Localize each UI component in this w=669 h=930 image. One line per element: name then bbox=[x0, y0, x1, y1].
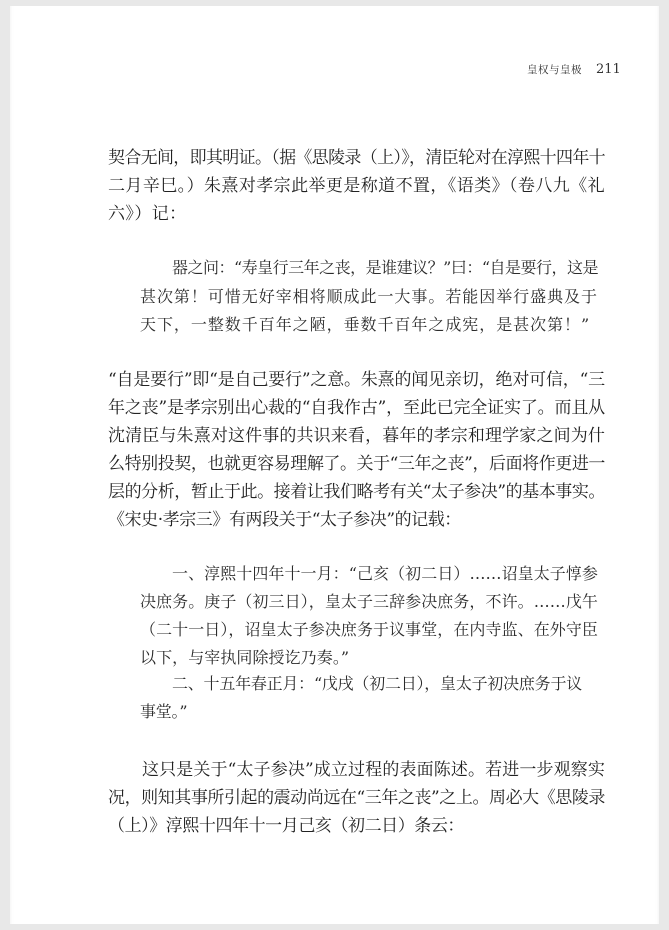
quote-line: 事堂。” bbox=[140, 702, 188, 721]
paragraph-line: 契合无间，即其明证。（据《思陵录（上）》，清臣轮对在淳熙十四年十 bbox=[108, 148, 605, 168]
running-title: 皇权与皇极 bbox=[527, 64, 582, 76]
quote-line: 以下，与宰执同除授讫乃奏。” bbox=[140, 648, 350, 667]
paragraph-line: 沈清臣与朱熹对这件事的共识来看，暮年的孝宗和理学家之间为什 bbox=[108, 426, 605, 446]
quote-line: 天下，一整数千百年之陋，垂数千百年之成宪，是甚次第！” bbox=[140, 315, 591, 334]
page-number: 211 bbox=[596, 62, 621, 77]
quote-line: 甚次第！可惜无好宰相将顺成此一大事。若能因举行盛典及于 bbox=[140, 287, 598, 306]
paragraph-line: “自是要行”即“是自己要行”之意。朱熹的闻见亲切，绝对可信，“三 bbox=[108, 370, 605, 390]
paragraph-line: 六》）记： bbox=[108, 204, 187, 224]
paragraph-line: 况，则知其事所引起的震动尚远在“三年之丧”之上。周必大《思陵录 bbox=[108, 788, 605, 808]
quote-line: （二十一日），诏皇太子参决庶务于议事堂，在内寺监、在外守臣 bbox=[140, 620, 598, 639]
quote-line: 决庶务。庚子（初三日），皇太子三辞参决庶务，不许。……戊午 bbox=[140, 592, 598, 611]
paragraph-line: 二月辛巳。）朱熹对孝宗此举更是称道不置，《语类》（卷八九《礼 bbox=[108, 176, 605, 196]
paragraph-line: 《宋史·孝宗三》有两段关于“太子参决”的记载： bbox=[108, 510, 461, 530]
quote-line: 二、十五年春正月：“戊戌（初二日），皇太子初决庶务于议 bbox=[172, 674, 582, 693]
quote-line: 器之问：“寿皇行三年之丧，是谁建议？”曰：“自是要行，这是 bbox=[172, 258, 598, 277]
paragraph-line: 层的分析，暂止于此。接着让我们略考有关“太子参决”的基本事实。 bbox=[108, 482, 605, 502]
paragraph-line: （上）》淳熙十四年十一月己亥（初二日）条云： bbox=[108, 816, 464, 836]
paragraph-line: 年之丧”是孝宗别出心裁的“自我作古”，至此已完全证实了。而且从 bbox=[108, 398, 605, 418]
paragraph-line: 么特别投契，也就更容易理解了。关于“三年之丧”，后面将作更进一 bbox=[108, 454, 605, 474]
paragraph-line: 这只是关于“太子参决”成立过程的表面陈述。若进一步观察实 bbox=[142, 760, 605, 780]
quote-line: 一、淳熙十四年十一月：“己亥（初二日）……诏皇太子惇参 bbox=[172, 564, 598, 583]
